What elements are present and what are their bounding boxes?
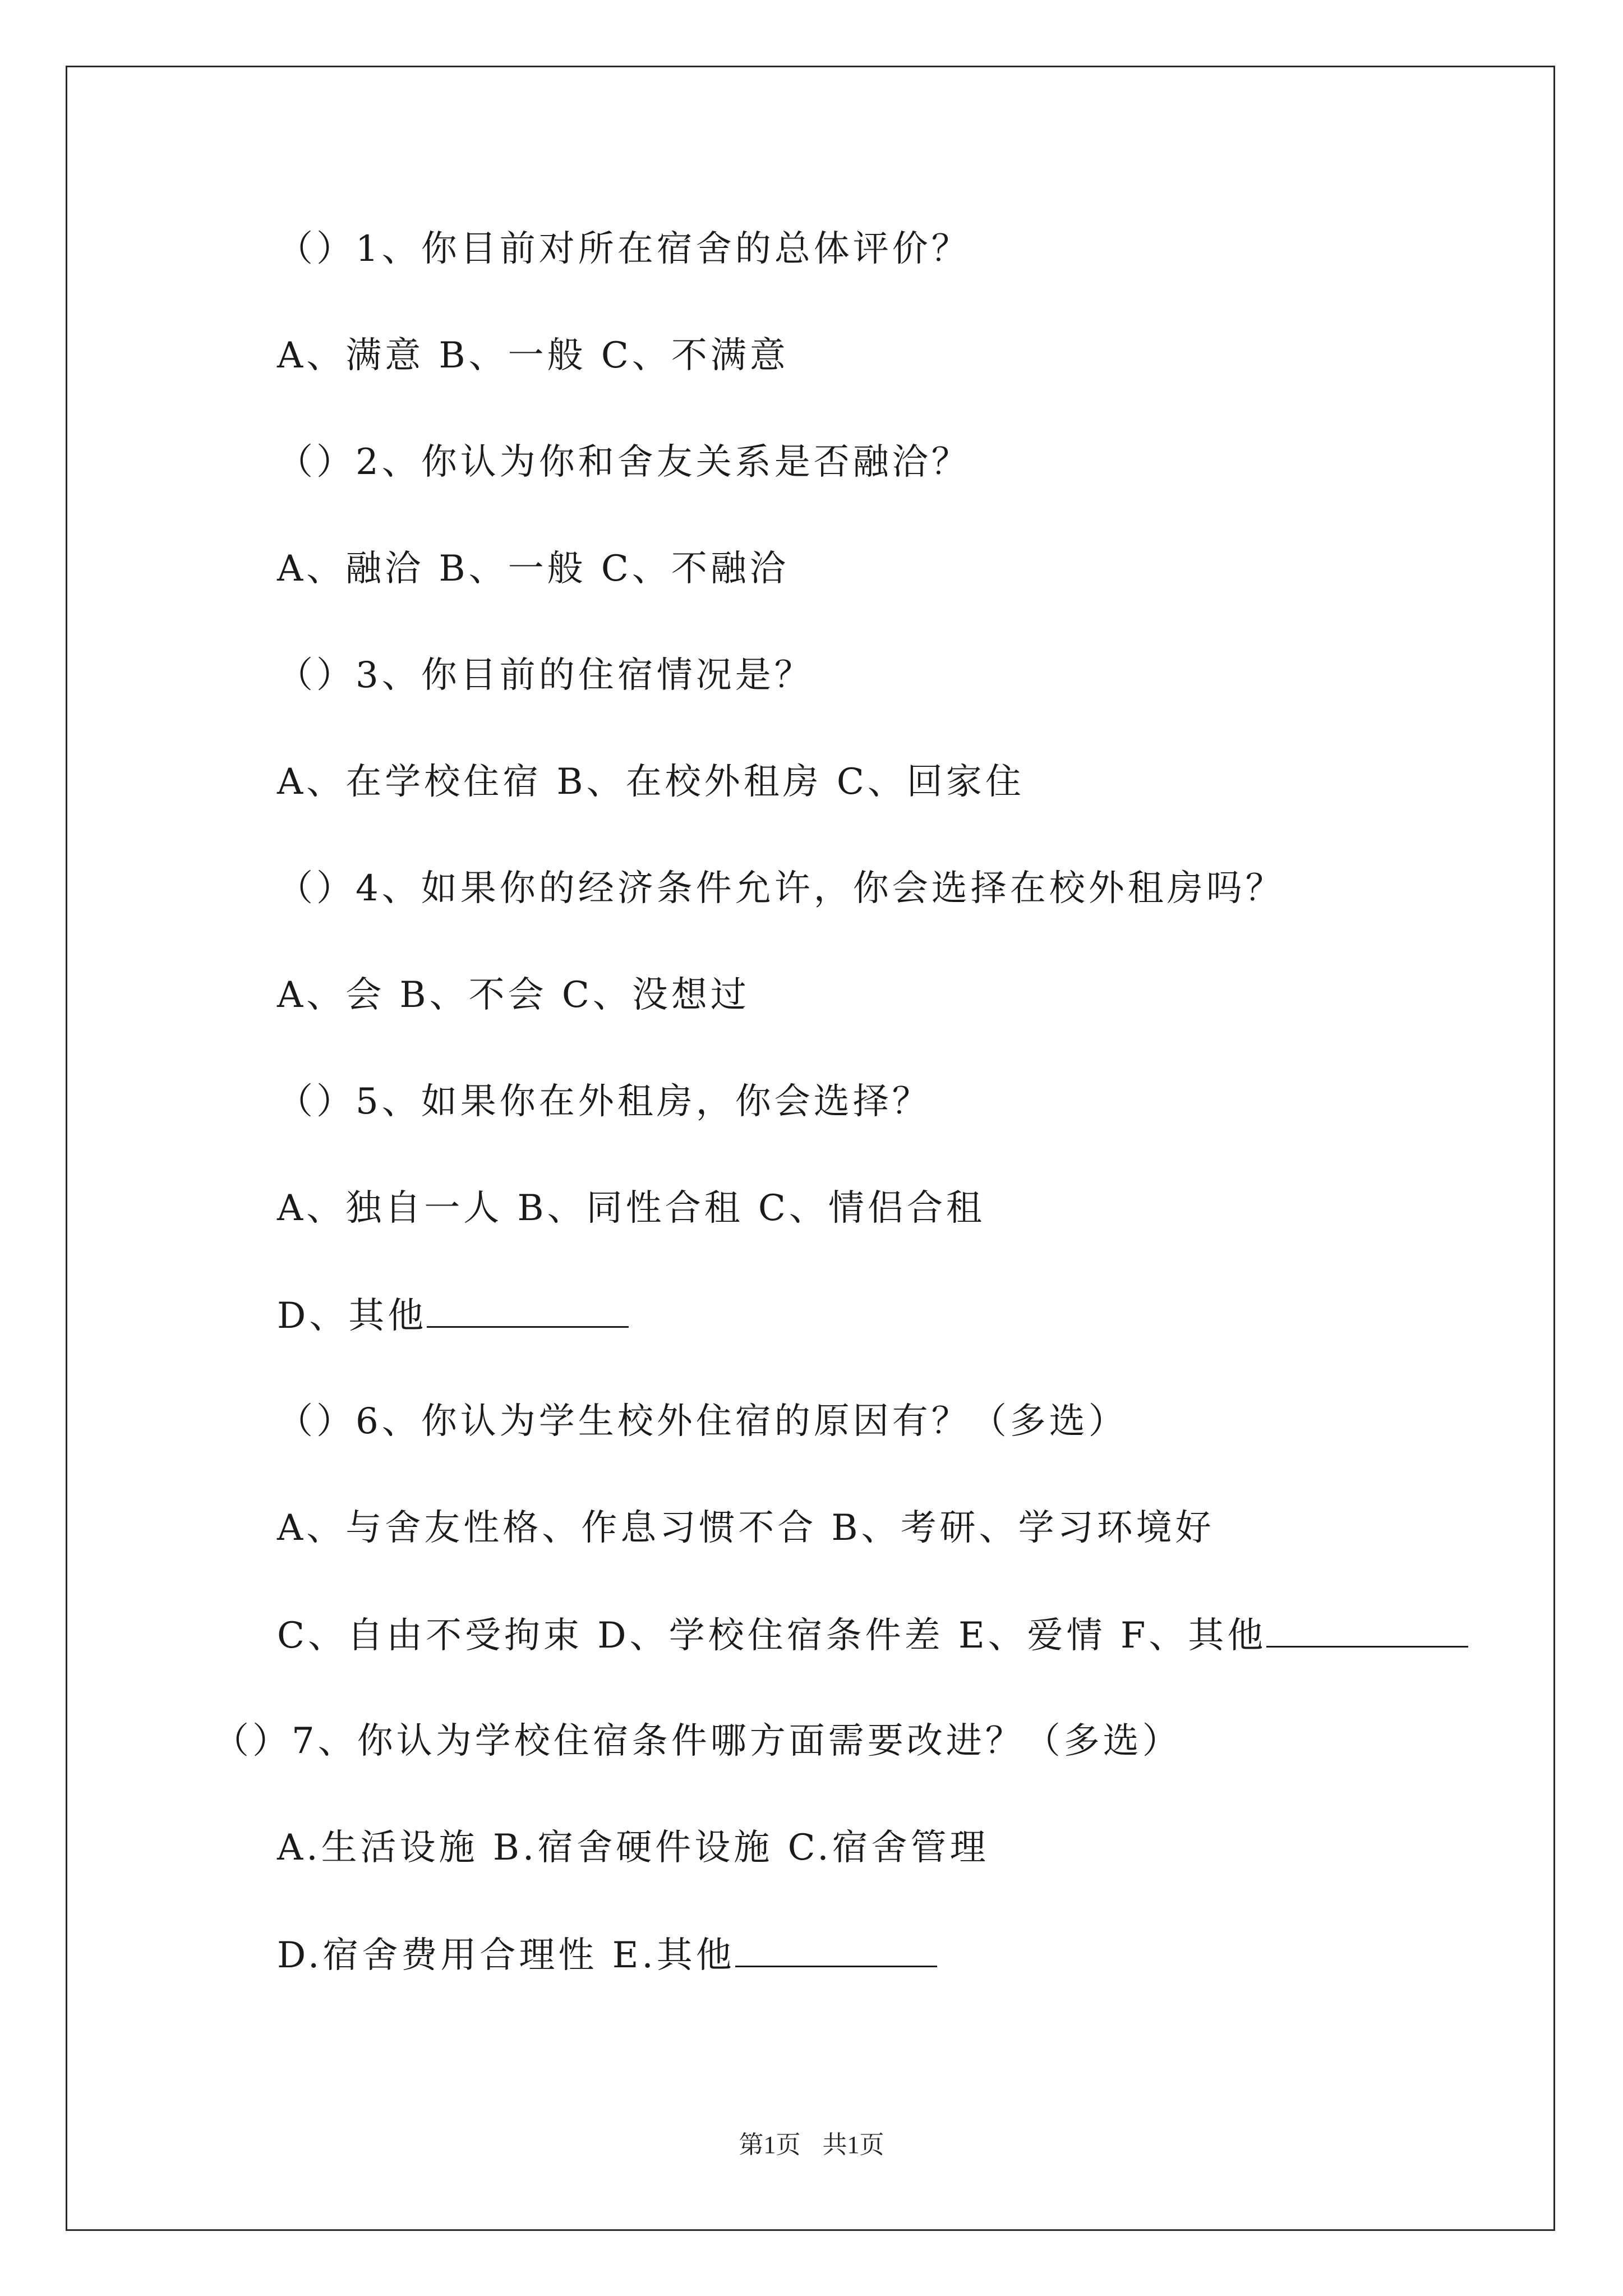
answer-blank — [427, 1292, 629, 1328]
page-border — [66, 66, 1555, 2231]
question-5-options-other — [277, 1292, 629, 1338]
question-2-options: A、融洽 B、一般 C、不融洽 — [277, 548, 789, 590]
page-number-total: 共1页 — [822, 2131, 884, 2159]
question-2-stem: （）2、你认为你和舍友关系是否融洽？ — [277, 441, 971, 483]
page-number-current: 第1页 — [739, 2131, 801, 2159]
question-1-options: A、满意 B、一般 C、不满意 — [277, 335, 789, 376]
question-5-options: A、独自一人 B、同性合租 C、情侣合租 — [277, 1188, 985, 1229]
question-6-stem: （）6、你认为学生校外住宿的原因有？（多选） — [277, 1401, 1128, 1442]
question-4-stem: （）4、如果你的经济条件允许，你会选择在校外租房吗？ — [277, 868, 1285, 909]
answer-blank — [735, 1932, 937, 1967]
question-4-options: A、会 B、不会 C、没想过 — [277, 974, 750, 1016]
question-6-other-label: C、自由不受拘束 D、学校住宿条件差 E、爱情 F、其他 — [277, 1615, 1267, 1657]
question-3-options: A、在学校住宿 B、在校外租房 C、回家住 — [277, 761, 1025, 803]
question-6-options-other — [277, 1612, 1468, 1658]
question-6-options: A、与舍友性格、作息习惯不合 B、考研、学习环境好 — [277, 1507, 1215, 1549]
question-7-options-other — [277, 1932, 937, 1978]
question-7-stem: （）7、你认为学校住宿条件哪方面需要改进？（多选） — [213, 1720, 1182, 1762]
page-footer — [0, 2129, 1623, 2161]
question-7-other-label: D.宿舍费用合理性 E.其他 — [277, 1935, 735, 1976]
question-5-stem: （）5、如果你在外租房，你会选择？ — [277, 1081, 932, 1122]
question-7-options: A.生活设施 B.宿舍硬件设施 C.宿舍管理 — [277, 1827, 989, 1869]
question-3-stem: （）3、你目前的住宿情况是？ — [277, 655, 814, 696]
question-5-other-label: D、其他 — [277, 1295, 427, 1337]
answer-blank — [1266, 1612, 1468, 1648]
question-1-stem: （）1、你目前对所在宿舍的总体评价？ — [277, 228, 971, 270]
